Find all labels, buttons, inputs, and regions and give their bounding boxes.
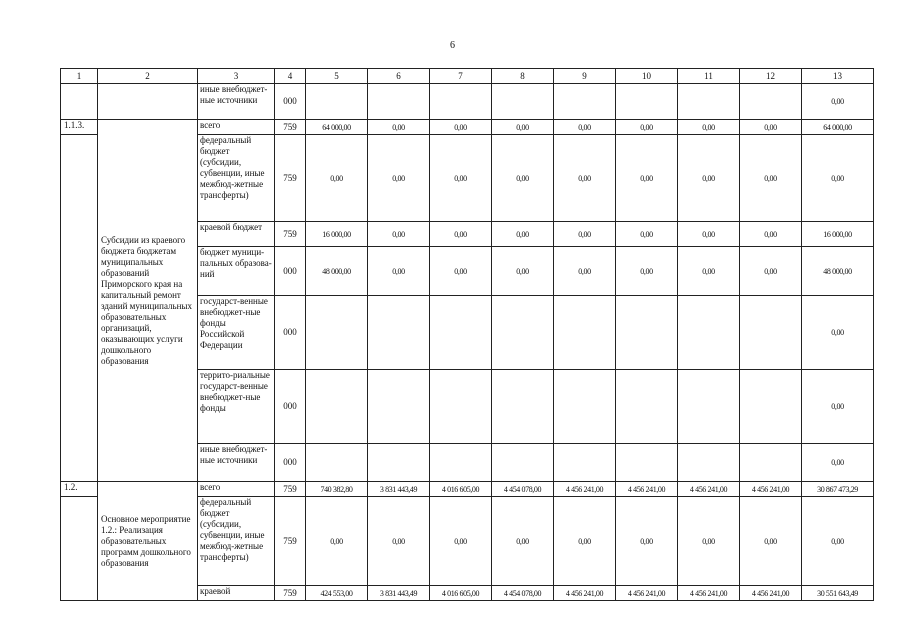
value-cell [554, 444, 616, 482]
value-cell: 4 456 241,00 [678, 482, 740, 497]
code-cell: 000 [275, 247, 306, 296]
value-cell: 30 867 473,29 [802, 482, 874, 497]
code-cell: 759 [275, 135, 306, 222]
value-cell: 0,00 [306, 497, 368, 586]
header-cell: 4 [275, 69, 306, 84]
value-cell [368, 370, 430, 444]
value-cell [368, 296, 430, 370]
value-cell: 4 456 241,00 [740, 586, 802, 601]
value-cell: 0,00 [678, 120, 740, 135]
table-row [61, 482, 874, 497]
value-cell [554, 370, 616, 444]
value-cell: 4 456 241,00 [740, 482, 802, 497]
value-cell [368, 84, 430, 120]
value-cell [554, 296, 616, 370]
value-cell [740, 444, 802, 482]
value-cell [492, 370, 554, 444]
value-cell: 0,00 [616, 135, 678, 222]
page-number: 6 [450, 40, 455, 51]
code-cell: 759 [275, 222, 306, 247]
value-cell: 0,00 [616, 497, 678, 586]
value-cell: 0,00 [554, 135, 616, 222]
value-cell: 0,00 [430, 120, 492, 135]
value-cell: 48 000,00 [802, 247, 874, 296]
code-cell: 000 [275, 84, 306, 120]
value-cell [616, 296, 678, 370]
value-cell: 0,00 [430, 222, 492, 247]
value-cell: 0,00 [492, 135, 554, 222]
value-cell [306, 296, 368, 370]
value-cell: 0,00 [430, 135, 492, 222]
value-cell [740, 370, 802, 444]
value-cell: 0,00 [492, 247, 554, 296]
header-cell: 2 [98, 69, 198, 84]
value-cell: 0,00 [554, 497, 616, 586]
budget-table [60, 68, 874, 601]
header-cell: 12 [740, 69, 802, 84]
value-cell: 4 456 241,00 [616, 482, 678, 497]
value-cell [430, 444, 492, 482]
value-cell: 0,00 [740, 120, 802, 135]
value-cell: 16 000,00 [306, 222, 368, 247]
header-row [61, 69, 874, 84]
value-cell: 0,00 [678, 497, 740, 586]
code-cell: 759 [275, 120, 306, 135]
value-cell [554, 84, 616, 120]
value-cell [678, 296, 740, 370]
source-cell: всего [198, 482, 275, 497]
value-cell: 0,00 [430, 247, 492, 296]
value-cell: 4 016 605,00 [430, 482, 492, 497]
value-cell: 0,00 [740, 247, 802, 296]
value-cell: 0,00 [678, 247, 740, 296]
code-cell: 759 [275, 482, 306, 497]
value-cell: 0,00 [616, 247, 678, 296]
value-cell: 0,00 [802, 370, 874, 444]
section-name: Субсидии из краевого бюджета бюджетам муниципальных образований Приморского края на капитальный ремонт зданий муниципальных образовательных организаций, оказывающих услуги дошкольного образования [98, 120, 198, 482]
value-cell: 0,00 [616, 222, 678, 247]
value-cell [492, 84, 554, 120]
header-cell: 11 [678, 69, 740, 84]
code-cell: 000 [275, 444, 306, 482]
value-cell: 4 456 241,00 [678, 586, 740, 601]
value-cell [430, 84, 492, 120]
source-cell: федеральный бюджет (субсидии, субвенции, иные межбюд-жетные трансферты) [198, 497, 275, 586]
table-row [61, 84, 874, 120]
header-cell: 7 [430, 69, 492, 84]
index-cell [61, 84, 98, 120]
value-cell [678, 84, 740, 120]
value-cell: 0,00 [430, 497, 492, 586]
value-cell: 64 000,00 [306, 120, 368, 135]
value-cell: 3 831 443,49 [368, 482, 430, 497]
value-cell [740, 84, 802, 120]
value-cell [740, 296, 802, 370]
value-cell: 0,00 [492, 120, 554, 135]
source-cell: иные внебюджет-ные источники [198, 84, 275, 120]
value-cell: 0,00 [678, 222, 740, 247]
value-cell [616, 444, 678, 482]
code-cell: 000 [275, 296, 306, 370]
value-cell [616, 84, 678, 120]
header-cell: 13 [802, 69, 874, 84]
value-cell: 0,00 [368, 222, 430, 247]
code-cell: 759 [275, 497, 306, 586]
header-cell: 1 [61, 69, 98, 84]
value-cell: 0,00 [368, 497, 430, 586]
header-cell: 6 [368, 69, 430, 84]
name-cell [98, 84, 198, 120]
value-cell: 0,00 [802, 296, 874, 370]
value-cell [678, 444, 740, 482]
value-cell: 424 553,00 [306, 586, 368, 601]
value-cell: 0,00 [368, 135, 430, 222]
value-cell [368, 444, 430, 482]
value-cell: 4 016 605,00 [430, 586, 492, 601]
source-cell: государст-венные внебюджет-ные фонды Российской Федерации [198, 296, 275, 370]
value-cell [492, 296, 554, 370]
source-cell: бюджет муници-пальных образова-ний [198, 247, 275, 296]
value-cell: 4 456 241,00 [616, 586, 678, 601]
code-cell: 759 [275, 586, 306, 601]
value-cell: 48 000,00 [306, 247, 368, 296]
value-cell: 3 831 443,49 [368, 586, 430, 601]
section-name: Основное мероприятие 1.2.: Реализация образовательных программ дошкольного образования [98, 482, 198, 601]
section-index: 1.1.3. [61, 120, 98, 135]
value-cell: 0,00 [368, 120, 430, 135]
value-cell: 0,00 [368, 247, 430, 296]
value-cell [678, 370, 740, 444]
source-cell: краевой бюджет [198, 222, 275, 247]
header-cell: 3 [198, 69, 275, 84]
code-cell: 000 [275, 370, 306, 444]
value-cell: 0,00 [802, 135, 874, 222]
header-cell: 9 [554, 69, 616, 84]
value-cell: 4 456 241,00 [554, 586, 616, 601]
value-cell: 0,00 [554, 120, 616, 135]
value-cell: 0,00 [740, 135, 802, 222]
value-cell [430, 370, 492, 444]
table-row [61, 120, 874, 135]
value-cell: 64 000,00 [802, 120, 874, 135]
value-cell: 0,00 [306, 135, 368, 222]
section-index: 1.2. [61, 482, 98, 497]
value-cell: 0,00 [492, 222, 554, 247]
value-cell: 740 382,80 [306, 482, 368, 497]
value-cell [430, 296, 492, 370]
value-cell: 0,00 [740, 497, 802, 586]
index-cell [61, 497, 98, 601]
value-cell: 16 000,00 [802, 222, 874, 247]
value-cell [616, 370, 678, 444]
value-cell [306, 84, 368, 120]
value-cell: 0,00 [492, 497, 554, 586]
value-cell [306, 370, 368, 444]
value-cell: 4 456 241,00 [554, 482, 616, 497]
source-cell: иные внебюджет-ные источники [198, 444, 275, 482]
header-cell: 5 [306, 69, 368, 84]
source-cell: краевой [198, 586, 275, 601]
source-cell: федеральный бюджет (субсидии, субвенции, иные межбюд-жетные трансферты) [198, 135, 275, 222]
value-cell: 30 551 643,49 [802, 586, 874, 601]
value-cell: 0,00 [802, 84, 874, 120]
source-cell: террито-риальные государст-венные внебюджет-ные фонды [198, 370, 275, 444]
value-cell: 0,00 [616, 120, 678, 135]
value-cell: 0,00 [740, 222, 802, 247]
value-cell: 0,00 [554, 222, 616, 247]
source-cell: всего [198, 120, 275, 135]
index-cell [61, 135, 98, 482]
value-cell: 0,00 [678, 135, 740, 222]
value-cell: 0,00 [802, 444, 874, 482]
header-cell: 8 [492, 69, 554, 84]
value-cell [492, 444, 554, 482]
value-cell [306, 444, 368, 482]
header-cell: 10 [616, 69, 678, 84]
value-cell: 4 454 078,00 [492, 586, 554, 601]
value-cell: 4 454 078,00 [492, 482, 554, 497]
value-cell: 0,00 [554, 247, 616, 296]
value-cell: 0,00 [802, 497, 874, 586]
